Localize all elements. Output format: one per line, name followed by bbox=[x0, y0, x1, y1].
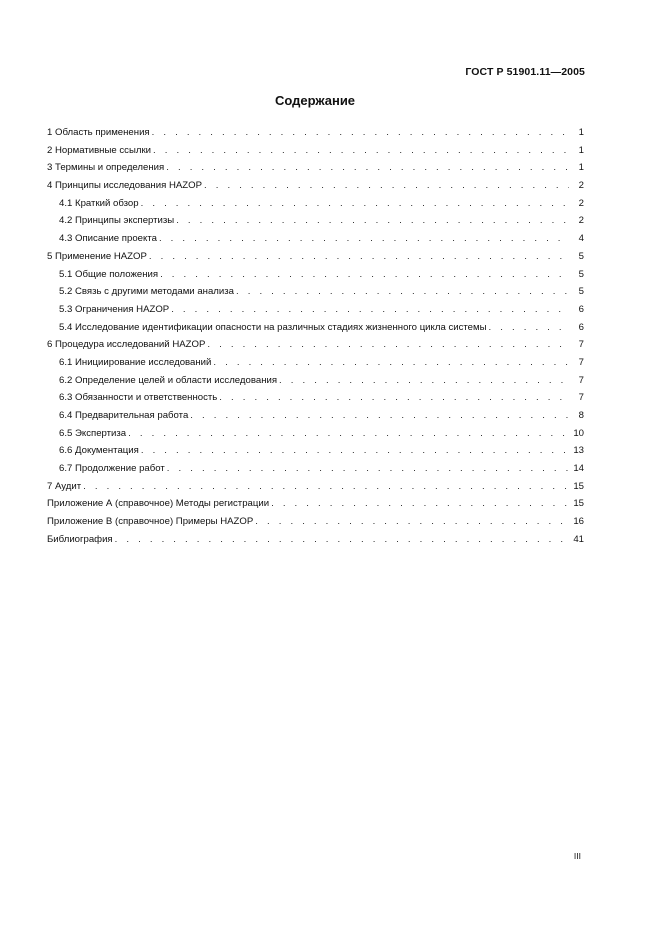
toc-leader-dots bbox=[139, 195, 569, 213]
toc-entry[interactable] bbox=[47, 460, 584, 478]
toc-leader-dots bbox=[165, 460, 569, 478]
toc-leader-dots bbox=[126, 425, 569, 443]
toc-entry-page: 13 bbox=[573, 445, 584, 457]
toc-entry[interactable] bbox=[47, 336, 584, 354]
toc-entry-label: 5.1 Общие положения bbox=[59, 268, 159, 280]
toc-entry[interactable] bbox=[47, 354, 584, 372]
toc-entry[interactable] bbox=[47, 124, 584, 142]
toc-entry[interactable] bbox=[47, 531, 584, 549]
toc-entry[interactable] bbox=[47, 142, 584, 160]
toc-entry-page: 5 bbox=[578, 268, 584, 280]
toc-leader-dots bbox=[81, 478, 569, 496]
toc-entry-page: 2 bbox=[578, 197, 584, 209]
toc-entry-label: 7 Аудит bbox=[47, 480, 82, 492]
toc-entry-label: 5.3 Ограничения HAZOP bbox=[59, 303, 170, 315]
toc-leader-dots bbox=[164, 159, 569, 177]
toc-entry-page: 41 bbox=[573, 533, 584, 545]
toc-entry[interactable] bbox=[47, 230, 584, 248]
toc-entry-label: Библиография bbox=[47, 533, 113, 545]
toc-entry-page: 7 bbox=[578, 339, 584, 351]
document-code: ГОСТ Р 51901.11—2005 bbox=[465, 66, 585, 78]
toc-entry[interactable] bbox=[47, 301, 584, 319]
toc-entry-label: 3 Термины и определения bbox=[47, 162, 165, 174]
toc-entry[interactable] bbox=[47, 425, 584, 443]
toc-entry-page: 2 bbox=[578, 180, 584, 192]
toc-leader-dots bbox=[269, 495, 569, 513]
toc-entry-page: 10 bbox=[573, 427, 584, 439]
toc-entry-label: 6.4 Предварительная работа bbox=[59, 410, 189, 421]
toc-leader-dots bbox=[169, 301, 569, 319]
toc-entry[interactable] bbox=[47, 212, 584, 230]
toc-entry-page: 14 bbox=[573, 463, 584, 475]
toc-entry[interactable] bbox=[47, 319, 584, 337]
toc-entry-label: 6.5 Экспертиза bbox=[59, 427, 127, 439]
toc-entry[interactable] bbox=[47, 389, 584, 407]
toc-leader-dots bbox=[217, 389, 569, 407]
toc-entry[interactable] bbox=[47, 513, 584, 531]
toc-entry-page: 7 bbox=[578, 374, 584, 386]
toc-leader-dots bbox=[253, 513, 569, 531]
toc-entry[interactable] bbox=[47, 495, 584, 513]
toc-leader-dots bbox=[487, 319, 569, 337]
toc-entry-page: 1 bbox=[578, 162, 584, 174]
toc-entry-label: 4 Принципы исследования HAZOP bbox=[47, 180, 202, 192]
toc-entry-page: 2 bbox=[578, 215, 584, 227]
toc-leader-dots bbox=[211, 354, 569, 372]
toc-leader-dots bbox=[139, 442, 569, 460]
toc-leader-dots bbox=[174, 212, 569, 230]
toc-entry-label: 6 Процедура исследований HAZOP bbox=[47, 339, 206, 351]
toc-entry[interactable] bbox=[47, 442, 584, 460]
toc-entry[interactable] bbox=[47, 248, 584, 266]
toc-entry-page: 7 bbox=[578, 356, 584, 368]
toc-entry-page: 1 bbox=[578, 144, 584, 156]
toc-entry-label: 5 Применение HAZOP bbox=[47, 250, 147, 262]
page-number: III bbox=[573, 851, 581, 861]
toc-entry-label: 6.2 Определение целей и области исследования bbox=[59, 374, 278, 386]
toc-entry[interactable] bbox=[47, 195, 584, 213]
toc-entry[interactable] bbox=[47, 177, 584, 195]
toc-entry-label: 6.1 Инициирование исследований bbox=[59, 356, 212, 368]
toc-entry-label: 4.1 Краткий обзор bbox=[59, 197, 139, 209]
toc-entry-label: 6.7 Продолжение работ bbox=[59, 463, 165, 475]
toc-leader-dots bbox=[151, 142, 569, 160]
toc-entry-label: 4.2 Принципы экспертизы bbox=[59, 215, 175, 227]
toc-entry[interactable] bbox=[47, 283, 584, 301]
toc-entry-page: 5 bbox=[578, 286, 584, 298]
toc-entry-label: 4.3 Описание проекта bbox=[59, 233, 157, 245]
toc-leader-dots bbox=[205, 336, 569, 354]
toc-leader-dots bbox=[147, 248, 569, 266]
toc-entry-page: 5 bbox=[578, 250, 584, 262]
toc-leader-dots bbox=[234, 283, 569, 301]
toc-entry-label: Приложение А (справочное) Методы регистрации bbox=[47, 498, 270, 510]
toc-leader-dots bbox=[157, 230, 569, 248]
toc-entry-page: 15 bbox=[573, 480, 584, 492]
toc-leader-dots bbox=[202, 177, 569, 195]
toc-leader-dots bbox=[113, 531, 569, 549]
toc-entry-label: 5.4 Исследование идентификации опасности на различных стадиях жизненного цикла системы bbox=[59, 321, 487, 333]
toc-entry-label: 2 Нормативные ссылки bbox=[47, 144, 152, 156]
toc-entry-label: 5.2 Связь с другими методами анализа bbox=[59, 286, 234, 298]
toc-leader-dots bbox=[158, 266, 569, 284]
toc-entry[interactable] bbox=[47, 478, 584, 496]
toc-entry[interactable] bbox=[47, 266, 584, 284]
toc-title: Содержание bbox=[274, 93, 356, 108]
toc-entry-label: 6.6 Документация bbox=[59, 445, 139, 457]
toc-entry-label: Приложение В (справочное) Примеры HAZOP bbox=[47, 516, 254, 528]
toc-entry-page: 8 bbox=[578, 410, 584, 421]
toc-entry[interactable] bbox=[47, 159, 584, 177]
toc-entry-page: 1 bbox=[578, 127, 584, 138]
toc-entry-page: 6 bbox=[578, 303, 584, 315]
toc-leader-dots bbox=[150, 124, 569, 142]
toc-entry-page: 7 bbox=[578, 392, 584, 404]
toc-entry-page: 16 bbox=[573, 516, 584, 528]
toc-leader-dots bbox=[188, 407, 569, 425]
toc-entry-page: 4 bbox=[578, 233, 584, 245]
toc-entry-label: 6.3 Обязанности и ответственность bbox=[59, 392, 218, 404]
toc-leader-dots bbox=[277, 372, 569, 390]
toc-entry-page: 15 bbox=[573, 498, 584, 510]
toc-entry-label: 1 Область применения bbox=[47, 127, 150, 138]
table-of-contents bbox=[47, 124, 584, 549]
toc-entry[interactable] bbox=[47, 407, 584, 425]
toc-entry[interactable] bbox=[47, 372, 584, 390]
toc-entry-page: 6 bbox=[578, 321, 584, 333]
